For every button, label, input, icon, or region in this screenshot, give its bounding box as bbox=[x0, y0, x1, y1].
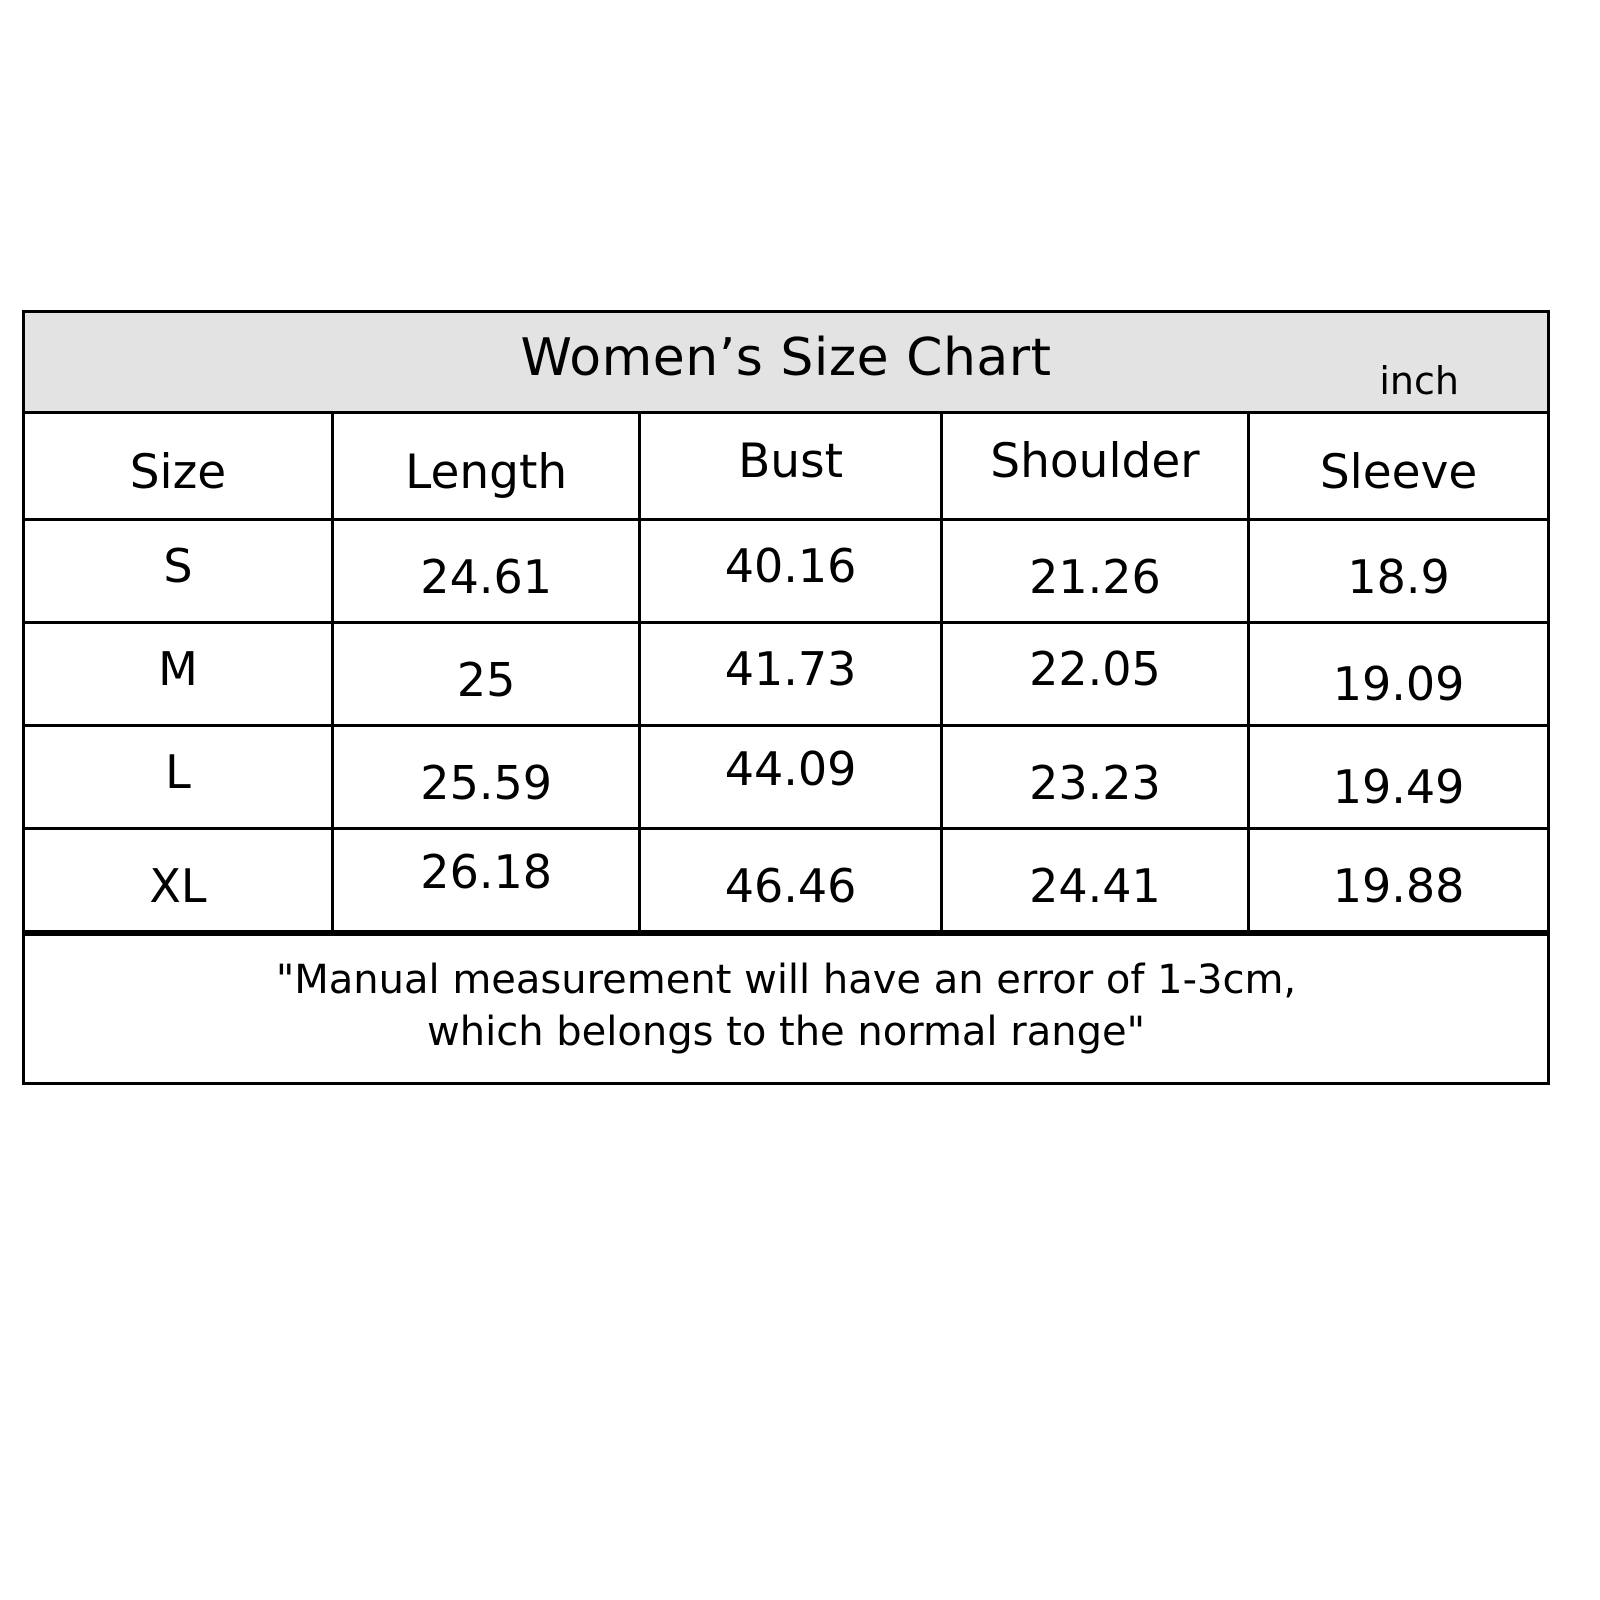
cell-length: 24.61 bbox=[332, 520, 639, 623]
cell-shoulder: 24.41 bbox=[941, 829, 1248, 932]
table-header-row bbox=[25, 414, 1547, 520]
disclaimer-line-2: which belongs to the normal range" bbox=[427, 1009, 1145, 1055]
page-title: Women’s Size Chart bbox=[520, 328, 1052, 388]
cell-size: S bbox=[25, 520, 332, 623]
cell-shoulder: 22.05 bbox=[941, 623, 1248, 726]
cell-bust: 44.09 bbox=[640, 726, 941, 829]
measurement-disclaimer bbox=[25, 933, 1547, 1082]
disclaimer-line-1: "Manual measurement will have an error of 1-3cm, bbox=[275, 957, 1297, 1003]
cell-sleeve: 19.49 bbox=[1249, 726, 1547, 829]
table-row bbox=[25, 623, 1547, 726]
table-row bbox=[25, 726, 1547, 829]
cell-size: XL bbox=[25, 829, 332, 932]
column-header-length: Length bbox=[332, 414, 639, 520]
cell-bust: 46.46 bbox=[640, 829, 941, 932]
table-row bbox=[25, 520, 1547, 623]
unit-label: inch bbox=[1379, 359, 1459, 403]
table-row bbox=[25, 829, 1547, 932]
cell-size: M bbox=[25, 623, 332, 726]
cell-bust: 41.73 bbox=[640, 623, 941, 726]
cell-sleeve: 19.88 bbox=[1249, 829, 1547, 932]
cell-shoulder: 21.26 bbox=[941, 520, 1248, 623]
cell-length: 26.18 bbox=[332, 829, 639, 932]
cell-sleeve: 19.09 bbox=[1249, 623, 1547, 726]
cell-length: 25 bbox=[332, 623, 639, 726]
cell-bust: 40.16 bbox=[640, 520, 941, 623]
cell-shoulder: 23.23 bbox=[941, 726, 1248, 829]
chart-title-row bbox=[25, 313, 1547, 414]
column-header-shoulder: Shoulder bbox=[941, 414, 1248, 520]
column-header-sleeve: Sleeve bbox=[1249, 414, 1547, 520]
cell-length: 25.59 bbox=[332, 726, 639, 829]
measurements-table bbox=[25, 414, 1547, 933]
cell-size: L bbox=[25, 726, 332, 829]
column-header-size: Size bbox=[25, 414, 332, 520]
column-header-bust: Bust bbox=[640, 414, 941, 520]
cell-sleeve: 18.9 bbox=[1249, 520, 1547, 623]
size-chart-table bbox=[22, 310, 1550, 1085]
